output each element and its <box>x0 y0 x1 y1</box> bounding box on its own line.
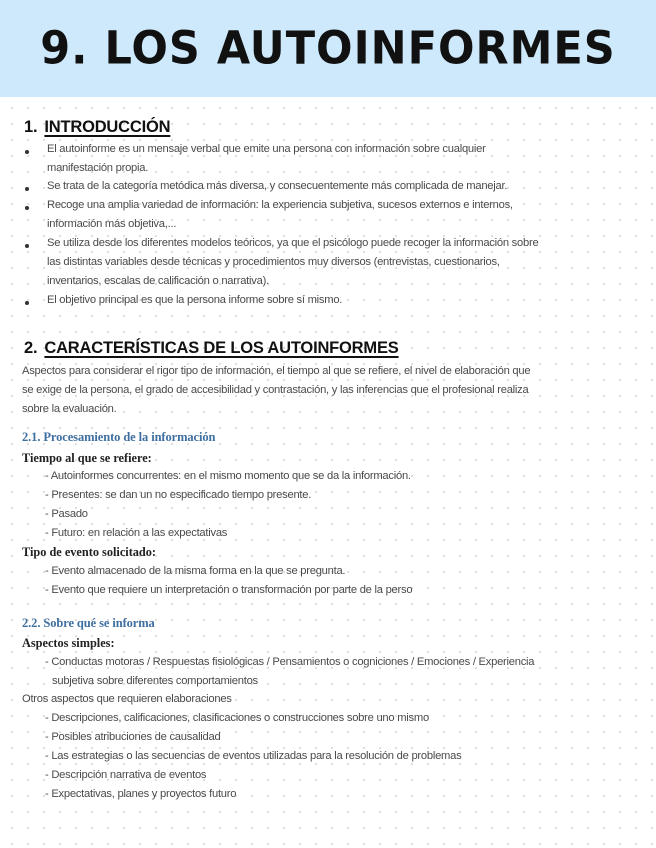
elaboration-item: - Las estrategias o las secuencias de eventos utilizadas para la resolución de problemas <box>45 750 462 762</box>
simple-item: subjetiva sobre diferentes comportamientos <box>52 675 258 687</box>
section-2-number: 2. <box>24 339 38 357</box>
simple-item: - Conductas motoras / Respuestas fisiológicas / Pensamientos o cogniciones / Emociones / Experiencia <box>45 656 535 668</box>
page-title: 9. LOS AUTOINFORMES <box>40 22 616 75</box>
bullet-4-line-1: Se utiliza desde los diferentes modelos teóricos, ya que el psicólogo puede recoger la información sobre <box>47 237 539 249</box>
elaboration-item: - Descripciones, calificaciones, clasificaciones o construcciones sobre uno mismo <box>45 712 429 724</box>
bullet-4-line-2: las distintas variables desde técnicas y procedimientos muy diversos (entrevistas, cuestionarios, <box>47 256 500 268</box>
bullet-dot <box>25 150 29 154</box>
simple-label: Aspectos simples: <box>22 636 115 650</box>
section-1-number: 1. <box>24 118 38 136</box>
intro-line-3: sobre la evaluación. <box>22 403 117 415</box>
elaboration-item: - Descripción narrativa de eventos <box>45 769 207 781</box>
bullet-1-line-1: El autoinforme es un mensaje verbal que emite una persona con información sobre cualquier <box>47 143 486 155</box>
section-2-title: CARACTERÍSTICAS DE LOS AUTOINFORMES <box>44 339 399 357</box>
bullet-4-line-3: inventarios, escalas de calificación o narrativa). <box>47 275 269 287</box>
subsection-2-1-heading: 2.1. Procesamiento de la información <box>22 430 216 444</box>
bullet-dot <box>25 244 29 248</box>
time-label: Tiempo al que se refiere: <box>22 451 152 465</box>
elaboration-label: Otros aspectos que requieren elaboraciones <box>22 693 232 705</box>
time-item: - Presentes: se dan un no especificado tiempo presente. <box>45 489 312 501</box>
section-2-heading <box>24 339 399 358</box>
section-1-title: INTRODUCCIÓN <box>44 118 171 136</box>
time-item: - Futuro: en relación a las expectativas <box>45 527 228 539</box>
bullet-dot <box>25 301 29 305</box>
bullet-2-line-1: Se trata de la categoría metódica más diversa, y consecuentemente más complicada de manejar. <box>47 180 508 192</box>
intro-line-2: se exige de la persona, el grado de accesibilidad y contrastación, y las inferencias que el profesional realiza <box>22 384 529 396</box>
title-banner <box>0 0 656 97</box>
time-item: - Autoinformes concurrentes: en el mismo momento que se da la información. <box>45 470 411 482</box>
event-item: - Evento almacenado de la misma forma en la que se pregunta. <box>45 565 346 577</box>
event-label: Tipo de evento solicitado: <box>22 545 157 559</box>
bullet-5-line-1: El objetivo principal es que la persona informe sobre sí mismo. <box>47 294 343 306</box>
time-item: - Pasado <box>45 508 88 520</box>
section-1-heading <box>24 118 170 137</box>
subsection-2-2-heading: 2.2. Sobre qué se informa <box>22 616 155 630</box>
elaboration-item: - Expectativas, planes y proyectos futuro <box>45 788 237 800</box>
bullet-dot <box>25 187 29 191</box>
bullet-dot <box>25 206 29 210</box>
bullet-3-line-1: Recoge una amplia variedad de información: la experiencia subjetiva, sucesos externos e internos, <box>47 199 513 211</box>
event-item: - Evento que requiere un interpretación o transformación por parte de la perso <box>45 584 413 596</box>
bullet-1-line-2: manifestación propia. <box>47 162 149 174</box>
bullet-3-line-2: información más objetiva,... <box>47 218 177 230</box>
elaboration-item: - Posibles atribuciones de causalidad <box>45 731 221 743</box>
intro-line-1: Aspectos para considerar el rigor tipo de información, el tiempo al que se refiere, el nivel de elaboración que <box>22 365 531 377</box>
